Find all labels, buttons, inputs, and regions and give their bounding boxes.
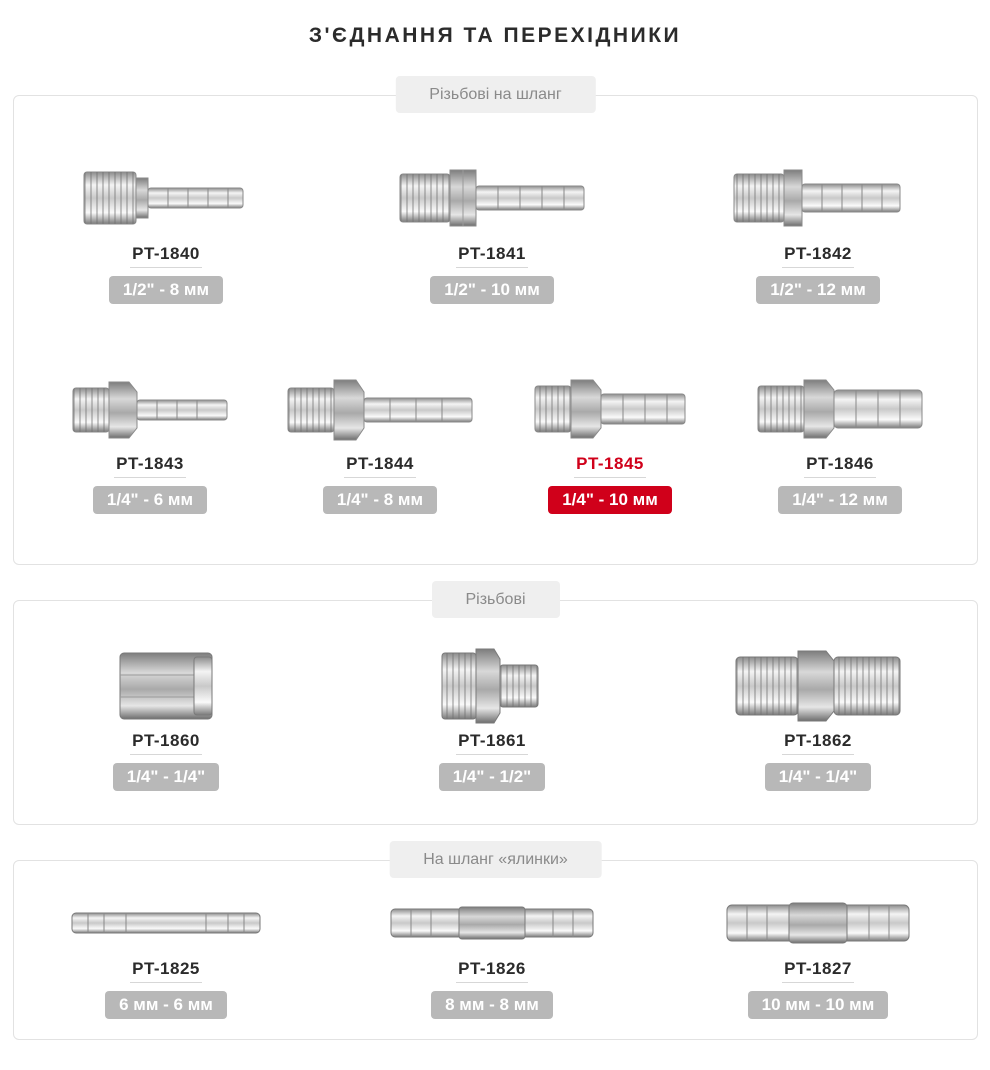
hose-barb-fitting-icon	[728, 158, 908, 238]
hex-coupling-icon	[106, 645, 226, 725]
size-badge: 1/4" - 1/4"	[765, 763, 872, 791]
product-code: PT-1840	[130, 244, 202, 268]
product-code: PT-1841	[456, 244, 528, 268]
hose-barb-fitting-icon	[750, 368, 930, 448]
product-card-pt1862[interactable]	[718, 645, 918, 791]
product-code: PT-1843	[114, 454, 186, 478]
product-code: PT-1827	[782, 959, 854, 983]
product-code: PT-1826	[456, 959, 528, 983]
product-card-pt1841[interactable]	[392, 158, 592, 304]
section-hose-splicers	[13, 851, 978, 1040]
hose-barb-fitting-icon	[76, 158, 256, 238]
size-badge: 1/4" - 8 мм	[323, 486, 437, 514]
product-code: PT-1861	[456, 731, 528, 755]
hose-splicer-icon	[66, 893, 266, 953]
product-code: PT-1825	[130, 959, 202, 983]
size-badge-selected: 1/4" - 10 мм	[548, 486, 672, 514]
hose-barb-fitting-icon	[392, 158, 592, 238]
product-card-pt1826[interactable]	[392, 893, 592, 1019]
size-badge: 1/4" - 6 мм	[93, 486, 207, 514]
product-card-pt1846[interactable]	[740, 368, 940, 514]
product-code: PT-1846	[804, 454, 876, 478]
hose-splicer-icon	[387, 893, 597, 953]
product-card-pt1842[interactable]	[718, 158, 918, 304]
size-badge: 1/2" - 8 мм	[109, 276, 223, 304]
product-code: PT-1844	[344, 454, 416, 478]
size-badge: 8 мм - 8 мм	[431, 991, 553, 1019]
size-badge: 1/2" - 10 мм	[430, 276, 554, 304]
size-badge: 1/4" - 1/2"	[439, 763, 546, 791]
product-code: PT-1845	[574, 454, 646, 478]
section-threaded-to-hose	[13, 86, 978, 565]
product-code: PT-1862	[782, 731, 854, 755]
hose-splicer-icon	[723, 893, 913, 953]
product-card-pt1827[interactable]	[718, 893, 918, 1019]
size-badge: 1/4" - 12 мм	[778, 486, 902, 514]
hose-barb-fitting-icon	[525, 368, 695, 448]
double-nipple-icon	[728, 645, 908, 725]
size-badge: 6 мм - 6 мм	[105, 991, 227, 1019]
product-card-pt1860[interactable]	[66, 645, 266, 791]
size-badge: 1/4" - 1/4"	[113, 763, 220, 791]
section-label: Різьбові на шланг	[395, 76, 595, 113]
size-badge: 10 мм - 10 мм	[748, 991, 889, 1019]
product-code: PT-1860	[130, 731, 202, 755]
product-card-pt1861[interactable]	[392, 645, 592, 791]
hose-barb-fitting-icon	[65, 368, 235, 448]
section-threaded	[13, 591, 978, 825]
page-title: З'ЄДНАННЯ ТА ПЕРЕХІДНИКИ	[308, 24, 682, 47]
product-card-pt1840[interactable]	[66, 158, 266, 304]
size-badge: 1/2" - 12 мм	[756, 276, 880, 304]
hose-barb-fitting-icon	[280, 368, 480, 448]
section-label: Різьбові	[431, 581, 559, 618]
product-card-pt1845[interactable]	[510, 368, 710, 514]
section-label: На шланг «ялинки»	[389, 841, 602, 878]
product-card-pt1843[interactable]	[50, 368, 250, 514]
product-card-pt1844[interactable]	[280, 368, 480, 514]
product-card-pt1825[interactable]	[66, 893, 266, 1019]
product-code: PT-1842	[782, 244, 854, 268]
reducer-nipple-icon	[432, 645, 552, 725]
